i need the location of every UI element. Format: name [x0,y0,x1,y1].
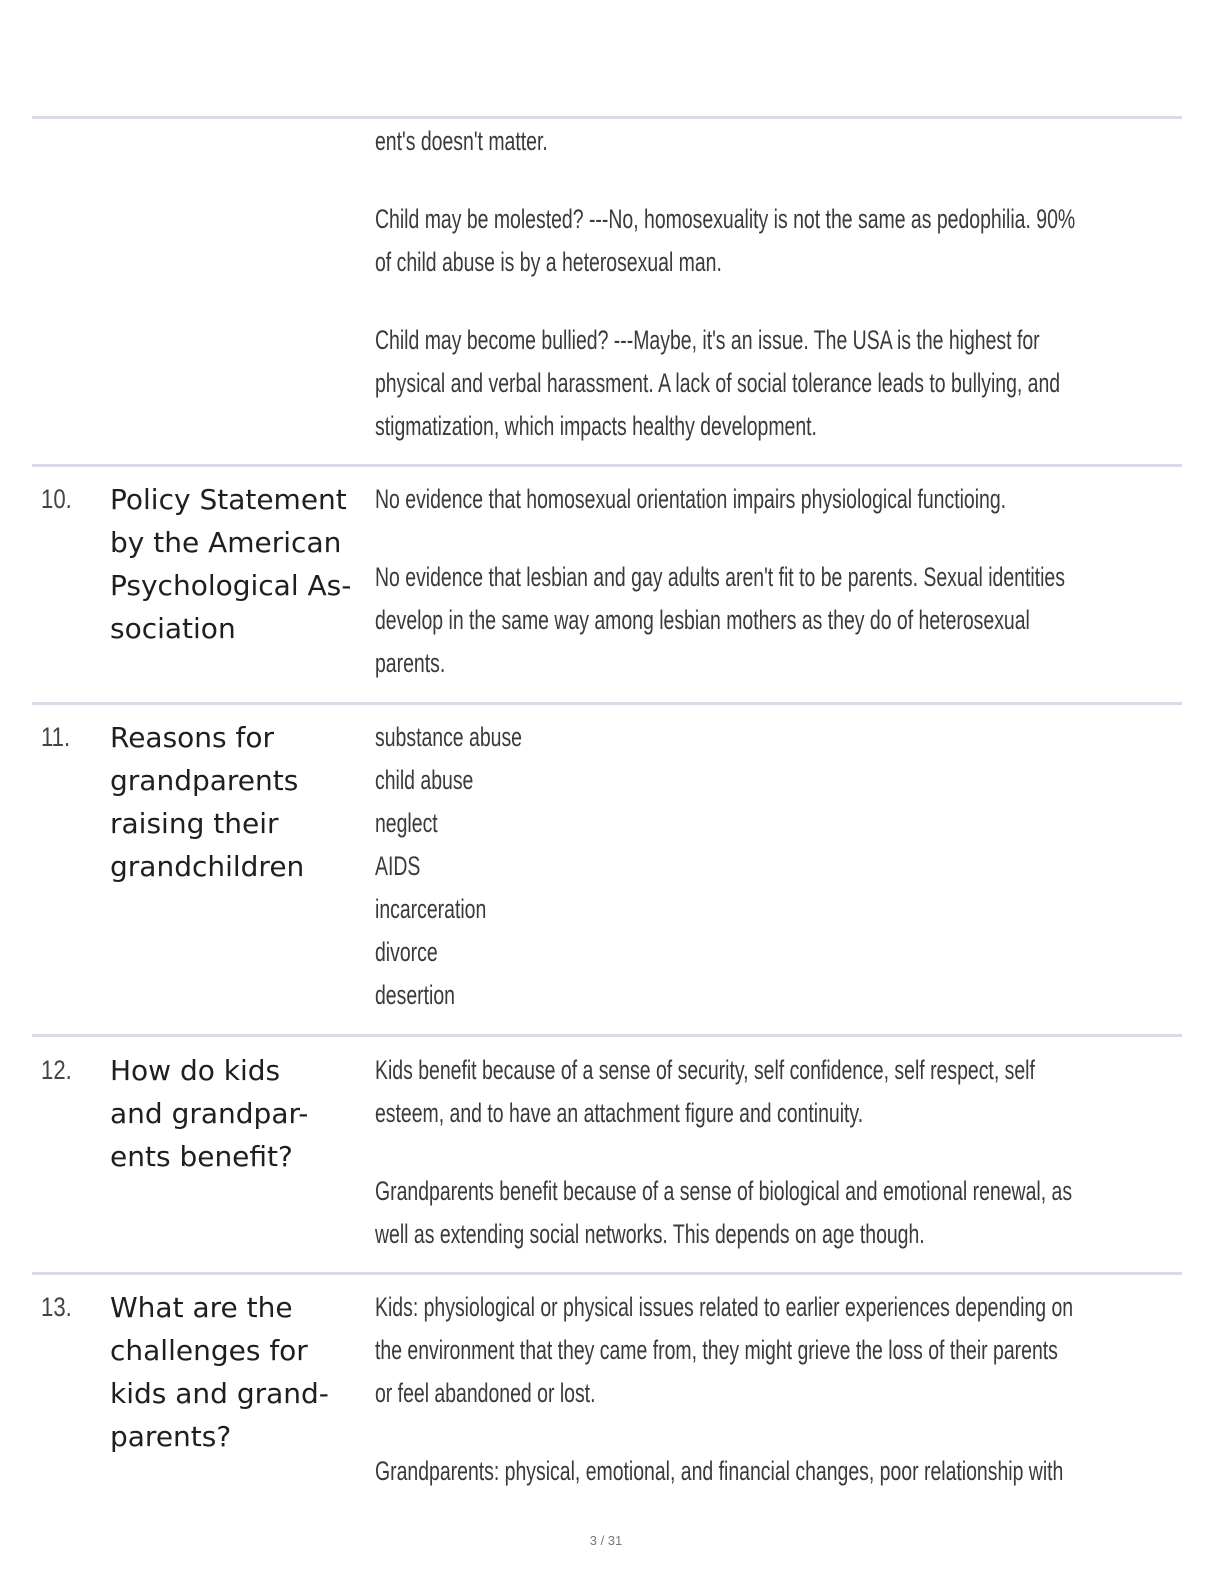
row-number: 13. [41,1292,72,1322]
text-line: well as extending social networks. This depends on age though. [375,1219,925,1249]
row-separator [32,702,1182,705]
row-separator [32,464,1182,467]
text-line: stigmatization, which impacts healthy development. [375,411,817,441]
text-line: No evidence that lesbian and gay adults aren't fit to be parents. Sexual identities [375,562,1065,592]
text-line: AIDS [375,851,421,881]
term-line: parents? [110,1420,232,1453]
term-line: How do kids [110,1054,281,1087]
paragraph [375,198,1175,284]
text-line: Grandparents: physical, emotional, and financial changes, poor relationship with [375,1456,1064,1486]
text-line: divorce [375,937,438,967]
definition-cell [375,478,1175,685]
text-line: physical and verbal harassment. A lack of social tolerance leads to bullying, and [375,368,1061,398]
term-cell [110,1286,372,1458]
text-line: ent's doesn't matter. [375,126,548,156]
term-line: challenges for [110,1334,308,1367]
text-line: No evidence that homosexual orientation impairs physiological functioing. [375,484,1007,514]
term-cell [110,716,372,888]
term-line: kids and grand- [110,1377,329,1410]
paragraph [375,478,1175,521]
text-line: Kids benefit because of a sense of security, self confidence, self respect, self [375,1055,1035,1085]
text-line: desertion [375,980,455,1010]
paragraph [375,1049,1175,1135]
text-line: child abuse [375,765,474,795]
term-line: and grandpar- [110,1097,309,1130]
term-line: raising their [110,807,279,840]
row-number: 11. [41,722,71,752]
paragraph [375,120,1175,163]
definition-cell [375,716,1175,1017]
term-line: ents benefit? [110,1140,293,1173]
row-number: 10. [41,484,72,514]
text-line: parents. [375,648,446,678]
paragraph [375,1450,1175,1493]
term-line: Policy Statement [110,483,347,516]
row-separator [32,116,1182,119]
term-line: grandchildren [110,850,305,883]
text-line: of child abuse is by a heterosexual man. [375,247,722,277]
row-separator [32,1272,1182,1275]
row-separator [32,1034,1182,1037]
definition-cell [375,1049,1175,1256]
paragraph [375,716,1175,1017]
text-line: incarceration [375,894,487,924]
page-indicator: 3 / 31 [589,1533,623,1548]
text-line: or feel abandoned or lost. [375,1378,596,1408]
text-line: substance abuse [375,722,522,752]
definition-cell [375,120,1175,448]
term-line: What are the [110,1291,293,1324]
text-line: Kids: physiological or physical issues related to earlier experiences depending on [375,1292,1074,1322]
row-number: 12. [41,1055,72,1085]
text-line: Child may become bullied? ---Maybe, it's an issue. The USA is the highest for [375,325,1040,355]
term-cell [110,1049,372,1178]
text-line: Grandparents benefit because of a sense of biological and emotional renewal, as [375,1176,1073,1206]
paragraph [375,556,1175,685]
text-line: Child may be molested? ---No, homosexuality is not the same as pedophilia. 90% [375,204,1076,234]
definition-cell [375,1286,1175,1493]
text-line: neglect [375,808,438,838]
paragraph [375,319,1175,448]
paragraph [375,1286,1175,1415]
text-line: the environment that they came from, they might grieve the loss of their parents [375,1335,1058,1365]
paragraph [375,1170,1175,1256]
term-line: Reasons for [110,721,275,754]
term-cell [110,478,372,650]
text-line: esteem, and to have an attachment figure and continuity. [375,1098,864,1128]
term-line: sociation [110,612,236,645]
term-line: by the American [110,526,342,559]
term-line: Psychological As- [110,569,352,602]
term-line: grandparents [110,764,299,797]
text-line: develop in the same way among lesbian mothers as they do of heterosexual [375,605,1030,635]
